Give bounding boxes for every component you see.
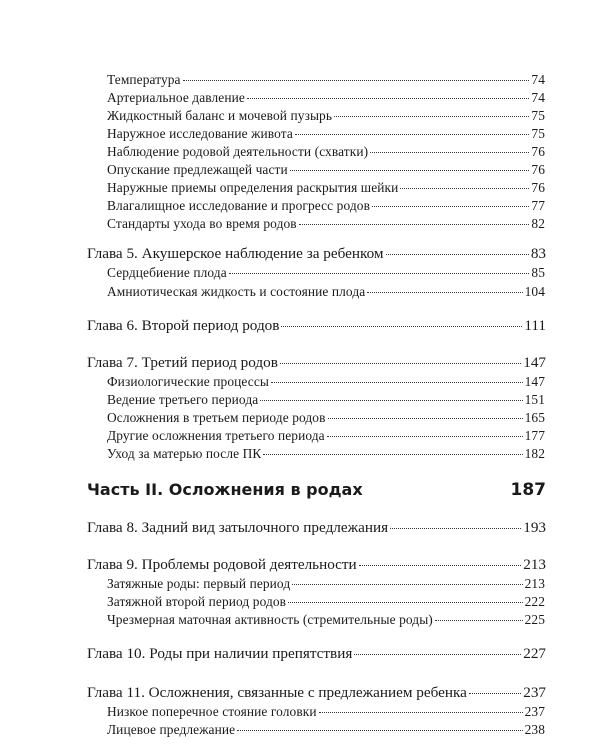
- toc-entry-page: 222: [524, 594, 545, 609]
- toc-entry-title: Жидкостный баланс и мочевой пузырь: [107, 108, 333, 123]
- toc-entry-title: Наружные приемы определения раскрытия шейки: [107, 180, 399, 195]
- dot-leader: [290, 170, 530, 171]
- toc-entry-title: Затяжные роды: первый период: [107, 576, 291, 591]
- toc-part-title: Часть II. Осложнения в родах: [87, 480, 363, 499]
- toc-chapter-title: Глава 7. Третий период родов: [87, 354, 278, 371]
- toc-entry-title: Артериальное давление: [107, 90, 245, 105]
- toc-entry-page: 182: [524, 446, 545, 461]
- dot-leader: [370, 152, 529, 153]
- dot-leader: [367, 292, 522, 293]
- dot-leader: [469, 693, 521, 694]
- toc-entry: [107, 108, 545, 124]
- toc-entry-title: Наблюдение родовой деятельности (схватки): [107, 144, 369, 159]
- toc-entry-title: Физиологические процессы: [107, 374, 269, 389]
- toc-entry: [107, 180, 545, 196]
- dot-leader: [263, 454, 522, 455]
- toc-entry: [107, 446, 545, 462]
- toc-entry: [107, 410, 545, 426]
- toc-entry-title: Затяжной второй период родов: [107, 594, 287, 609]
- dot-leader: [334, 116, 529, 117]
- dot-leader: [247, 98, 529, 99]
- toc-entry-page: 75: [531, 126, 545, 141]
- toc-chapter-page: 237: [523, 684, 546, 701]
- toc-entry-page: 76: [531, 180, 545, 195]
- toc-entry: [107, 722, 545, 738]
- toc-entry-page: 177: [524, 428, 545, 443]
- toc-chapter: [87, 519, 546, 537]
- toc-entry: [107, 216, 545, 232]
- dot-leader: [281, 326, 522, 327]
- toc-chapter-title: Глава 6. Второй период родов: [87, 317, 280, 334]
- dot-leader: [390, 528, 521, 529]
- toc-chapter-page: 83: [530, 245, 546, 262]
- toc-entry-page: 165: [524, 410, 545, 425]
- dot-leader: [183, 80, 530, 81]
- dot-leader: [299, 224, 530, 225]
- toc-chapter-title: Глава 8. Задний вид затылочного предлежания: [87, 519, 389, 536]
- dot-leader: [354, 654, 521, 655]
- toc-chapter-title: Глава 11. Осложнения, связанные с предлежанием ребенка: [87, 684, 467, 701]
- toc-entry: [107, 72, 545, 88]
- toc-chapter: [87, 645, 546, 663]
- toc-chapter: [87, 354, 546, 372]
- dot-leader: [280, 363, 521, 364]
- toc-entry-title: Амниотическая жидкость и состояние плода: [107, 284, 366, 299]
- toc-entry-title: Другие осложнения третьего периода: [107, 428, 325, 443]
- toc-entry-page: 85: [531, 265, 545, 280]
- toc-entry: [107, 428, 545, 444]
- dot-leader: [292, 584, 522, 585]
- toc-chapter-page: 111: [524, 317, 546, 334]
- toc-entry: [107, 126, 545, 142]
- dot-leader: [400, 188, 529, 189]
- toc-entry-title: Уход за матерью после ПК: [107, 446, 262, 461]
- toc-entry-page: 237: [524, 704, 545, 719]
- toc-entry-page: 82: [531, 216, 545, 231]
- toc-entry-title: Низкое поперечное стояние головки: [107, 704, 317, 719]
- toc-chapter-title: Глава 10. Роды при наличии препятствия: [87, 645, 353, 662]
- toc-entry-title: Влагалищное исследование и прогресс родов: [107, 198, 371, 213]
- toc-chapter-title: Глава 9. Проблемы родовой деятельности: [87, 556, 357, 573]
- toc-entry-page: 77: [531, 198, 545, 213]
- toc-entry: [107, 198, 545, 214]
- toc-entry: [107, 265, 545, 281]
- toc-entry-page: 147: [524, 374, 545, 389]
- toc-entry-page: 238: [524, 722, 545, 737]
- dot-leader: [288, 602, 523, 603]
- toc-chapter-title: Глава 5. Акушерское наблюдение за ребенком: [87, 245, 384, 262]
- toc-entry-page: 104: [524, 284, 545, 299]
- toc-entry: [107, 144, 545, 160]
- toc-entry-title: Ведение третьего периода: [107, 392, 259, 407]
- toc-chapter-page: 227: [523, 645, 546, 662]
- toc-chapter-page: 213: [523, 556, 546, 573]
- dot-leader: [229, 273, 530, 274]
- toc-chapter: [87, 317, 546, 335]
- toc-entry: [107, 594, 545, 610]
- toc-chapter-page: 193: [523, 519, 546, 536]
- dot-leader: [327, 436, 523, 437]
- toc-chapter-page: 147: [523, 354, 546, 371]
- toc-entry: [107, 612, 545, 628]
- dot-leader: [359, 565, 522, 566]
- toc-entry-page: 151: [524, 392, 545, 407]
- toc-entry: [107, 90, 545, 106]
- toc-entry-page: 75: [531, 108, 545, 123]
- toc-part-heading: [87, 480, 546, 500]
- toc-entry: [107, 576, 545, 592]
- toc-entry-page: 74: [531, 72, 545, 87]
- toc-entry-page: 225: [524, 612, 545, 627]
- dot-leader: [435, 620, 523, 621]
- toc-part-page: 187: [510, 480, 546, 500]
- toc-entry: [107, 162, 545, 178]
- toc-entry-page: 74: [531, 90, 545, 105]
- toc-entry-title: Осложнения в третьем периоде родов: [107, 410, 326, 425]
- toc-entry: [107, 284, 545, 300]
- toc-entry-title: Опускание предлежащей части: [107, 162, 288, 177]
- dot-leader: [237, 730, 522, 731]
- toc-chapter: [87, 245, 546, 263]
- dot-leader: [295, 134, 530, 135]
- toc-entry-page: 213: [524, 576, 545, 591]
- toc-entry: [107, 374, 545, 390]
- dot-leader: [271, 382, 523, 383]
- dot-leader: [260, 400, 522, 401]
- dot-leader: [319, 712, 523, 713]
- toc-entry-page: 76: [531, 144, 545, 159]
- toc-entry-title: Сердцебиение плода: [107, 265, 227, 280]
- toc-entry-title: Лицевое предлежание: [107, 722, 236, 737]
- toc-entry-page: 76: [531, 162, 545, 177]
- toc-entry-title: Стандарты ухода во время родов: [107, 216, 297, 231]
- toc-entry: [107, 704, 545, 720]
- dot-leader: [328, 418, 523, 419]
- toc-entry-title: Чрезмерная маточная активность (стремительные роды): [107, 612, 433, 627]
- toc-entry-title: Наружное исследование живота: [107, 126, 293, 141]
- toc-entry-title: Температура: [107, 72, 181, 87]
- dot-leader: [386, 254, 529, 255]
- toc-entry: [107, 392, 545, 408]
- toc-chapter: [87, 556, 546, 574]
- toc-chapter: [87, 684, 546, 702]
- dot-leader: [372, 206, 529, 207]
